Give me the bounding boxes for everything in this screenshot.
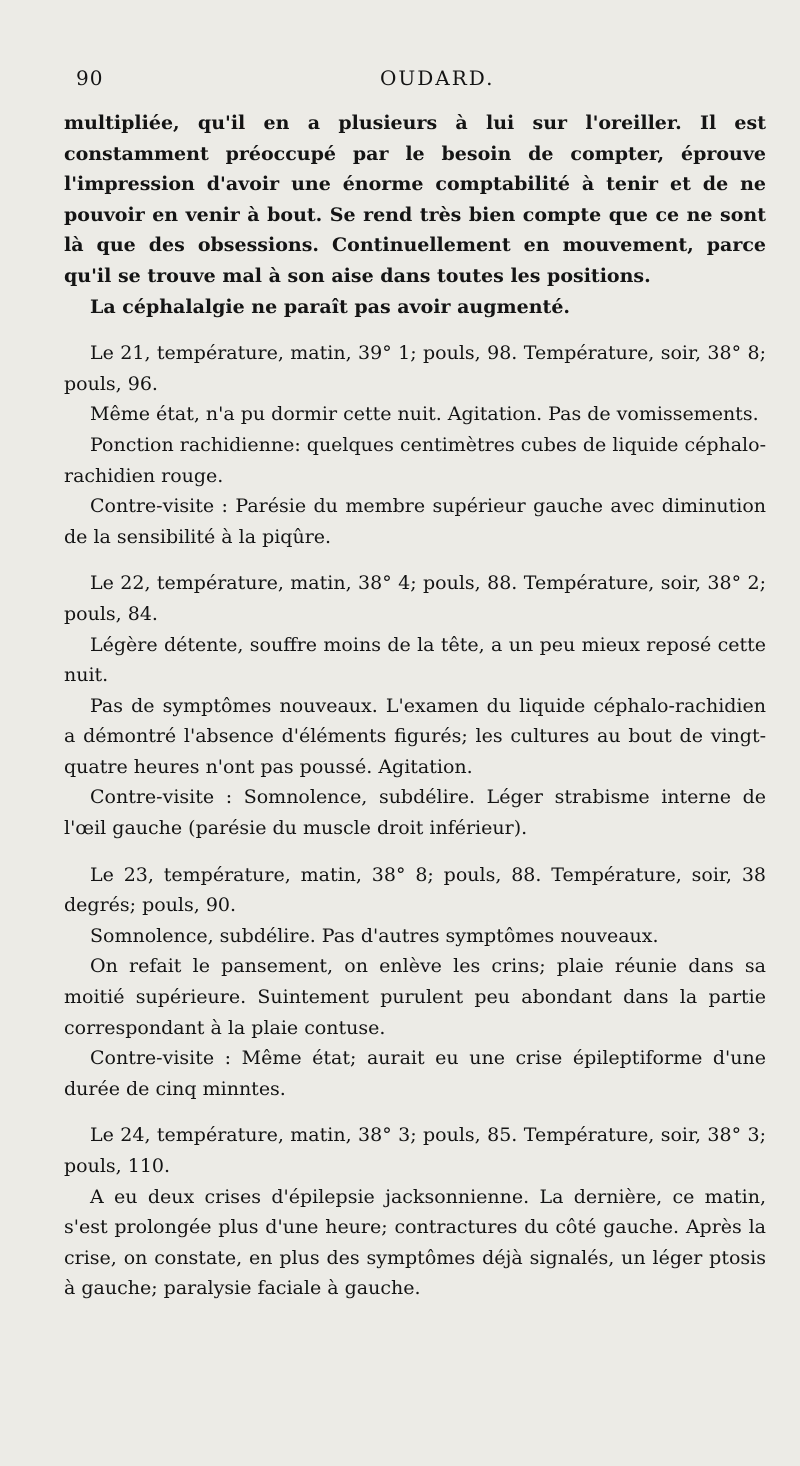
paragraph-day-21-puncture: Ponction rachidienne: quelques centimètres cubes de liquide céphalo-rachidien rouge. — [64, 433, 766, 487]
page-number: 90 — [76, 66, 104, 90]
paragraph-day-22-vitals: Le 22, température, matin, 38° 4; pouls, 88. Température, soir, 38° 2; pouls, 84. — [64, 572, 766, 625]
paragraph-day-23-pansement: On refait le pansement, on enlève les crins; plaie réunie dans sa moitié supérieure. Suintement purulent peu abondant dans la partie correspondant à la plaie contuse. — [64, 955, 766, 1039]
paragraph-day-24-crises: A eu deux crises d'épilepsie jacksonnienne. La dernière, ce matin, s'est prolongée plus d'une heure; contractures du côté gauche. Après la crise, on constate, en plus des symptômes déjà signalés, un léger ptosis à gauche; paralysie faciale à gauche. — [64, 1185, 766, 1300]
paragraph-day-21-contre-visite: Contre-visite : Parésie du membre supérieur gauche avec diminution de la sensibilité à la piqûre. — [64, 495, 766, 548]
paragraph-headache: La céphalalgie ne paraît pas avoir augmenté. — [90, 295, 571, 318]
paragraph-day-23-vitals: Le 23, température, matin, 38° 8; pouls, 88. Température, soir, 38 degrés; pouls, 90. — [64, 863, 766, 917]
running-title: OUDARD. — [380, 66, 495, 90]
paragraph-day-22-detente: Légère détente, souffre moins de la tête, a un peu mieux reposé cette nuit. — [64, 633, 766, 687]
paragraph-day-21-state: Même état, n'a pu dormir cette nuit. Agitation. Pas de vomissements. — [90, 403, 759, 426]
paragraph-day-21-vitals: Le 21, température, matin, 39° 1; pouls, 98. Température, soir, 38° 8; pouls, 96. — [64, 342, 766, 395]
page-header — [76, 66, 766, 96]
paragraph-day-22-examen: Pas de symptômes nouveaux. L'examen du liquide céphalo-rachidien a démontré l'absence d'éléments figurés; les cultures au bout de vingt-quatre heures n'ont pas poussé. Agitation. — [64, 694, 766, 778]
paragraph-day-24-vitals: Le 24, température, matin, 38° 3; pouls, 85. Température, soir, 38° 3; pouls, 110. — [64, 1124, 766, 1177]
paragraph-day-22-contre-visite: Contre-visite : Somnolence, subdélire. Léger strabisme interne de l'œil gauche (parésie du muscle droit inférieur). — [64, 786, 766, 840]
paragraph-continuation: multipliée, qu'il en a plusieurs à lui sur l'oreiller. Il est constamment préoccupé par le besoin de compter, éprouve l'impression d'avoir une énorme comptabilité à tenir et de ne pouvoir en venir à bout. Se rend très bien compte que ce ne sont là que des obsessions. Continuellement en mouvement, parce qu'il se trouve mal à son aise dans toutes les positions. — [64, 112, 766, 287]
body-text — [64, 108, 766, 1304]
paragraph-day-23-somnolence: Somnolence, subdélire. Pas d'autres symptômes nouveaux. — [90, 924, 659, 947]
paragraph-day-23-contre-visite: Contre-visite : Même état; aurait eu une crise épileptiforme d'une durée de cinq minntes. — [64, 1047, 766, 1100]
